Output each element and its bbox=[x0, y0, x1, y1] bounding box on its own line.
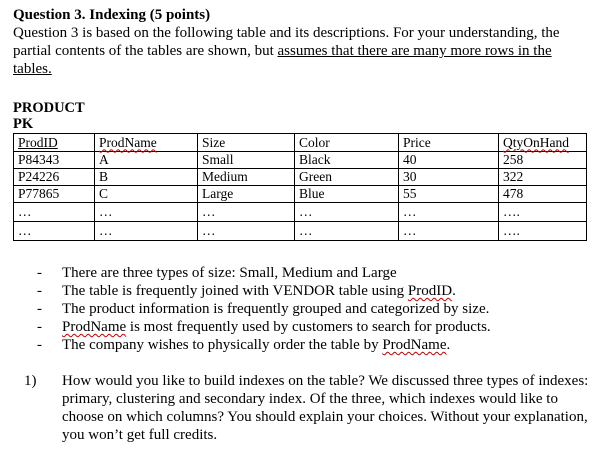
table-cell: C bbox=[95, 186, 198, 203]
col-header-qtyonhand: QtyOnHand bbox=[499, 134, 587, 152]
col-header-prodid: ProdID bbox=[14, 134, 95, 152]
table-cell: 40 bbox=[399, 152, 499, 169]
sub-question-number: 1) bbox=[24, 373, 37, 389]
table-cell: Small bbox=[198, 152, 295, 169]
col-header-price: Price bbox=[399, 134, 499, 152]
table-cell: … bbox=[295, 203, 399, 222]
col-header-size: Size bbox=[198, 134, 295, 152]
pk-label: PK bbox=[13, 116, 34, 132]
table-cell: P24226 bbox=[14, 169, 95, 186]
table-cell: Medium bbox=[198, 169, 295, 186]
intro-underlined-text: assumes that there are many more rows in the tables. bbox=[13, 43, 552, 77]
table-row bbox=[14, 152, 587, 169]
table-cell: 30 bbox=[399, 169, 499, 186]
list-item: - The company wishes to physically order the table by ProdName. bbox=[37, 337, 451, 353]
table-cell: …. bbox=[499, 203, 587, 222]
table-cell: … bbox=[295, 222, 399, 241]
table-cell: … bbox=[198, 222, 295, 241]
table-cell: …. bbox=[499, 222, 587, 241]
table-cell: P77865 bbox=[14, 186, 95, 203]
table-cell: … bbox=[14, 222, 95, 241]
table-cell: Black bbox=[295, 152, 399, 169]
table-row bbox=[14, 186, 587, 203]
list-item: - The table is frequently joined with VENDOR table using ProdID. bbox=[37, 283, 456, 299]
col-header-prodname: ProdName bbox=[95, 134, 198, 152]
table-cell: P84343 bbox=[14, 152, 95, 169]
table-row bbox=[14, 203, 587, 222]
table-cell: … bbox=[95, 203, 198, 222]
table-cell: A bbox=[95, 152, 198, 169]
product-table bbox=[13, 133, 587, 241]
intro-text: Question 3 is based on the following table and its descriptions. For your understanding, the partial contents of the tables are shown, but bbox=[13, 25, 560, 59]
list-item: - ProdName is most frequently used by customers to search for products. bbox=[37, 319, 491, 335]
table-cell: … bbox=[14, 203, 95, 222]
table-cell: B bbox=[95, 169, 198, 186]
description-list bbox=[13, 264, 593, 354]
table-cell: 258 bbox=[499, 152, 587, 169]
table-cell: Green bbox=[295, 169, 399, 186]
table-cell: Large bbox=[198, 186, 295, 203]
table-header-row bbox=[14, 134, 587, 152]
table-cell: … bbox=[399, 222, 499, 241]
sub-question bbox=[13, 372, 593, 444]
question-intro bbox=[13, 24, 593, 78]
table-cell: 55 bbox=[399, 186, 499, 203]
table-row bbox=[14, 222, 587, 241]
question-title: Question 3. Indexing (5 points) bbox=[13, 7, 211, 23]
table-row bbox=[14, 169, 587, 186]
list-item: - There are three types of size: Small, Medium and Large bbox=[37, 265, 397, 281]
sub-question-text: How would you like to build indexes on the table? We discussed three types of indexes: primary, clustering and secondary index. Of the three, which indexes would like to choose on which columns? You should explain your choices. Without your explanation, you won’t get full credits. bbox=[62, 373, 589, 443]
table-cell: … bbox=[95, 222, 198, 241]
table-cell: 478 bbox=[499, 186, 587, 203]
col-header-color: Color bbox=[295, 134, 399, 152]
question-document bbox=[13, 6, 593, 444]
table-cell: Blue bbox=[295, 186, 399, 203]
table-name: PRODUCT bbox=[13, 100, 85, 116]
table-cell: … bbox=[399, 203, 499, 222]
table-cell: 322 bbox=[499, 169, 587, 186]
list-item: - The product information is frequently grouped and categorized by size. bbox=[37, 301, 490, 317]
table-cell: … bbox=[198, 203, 295, 222]
